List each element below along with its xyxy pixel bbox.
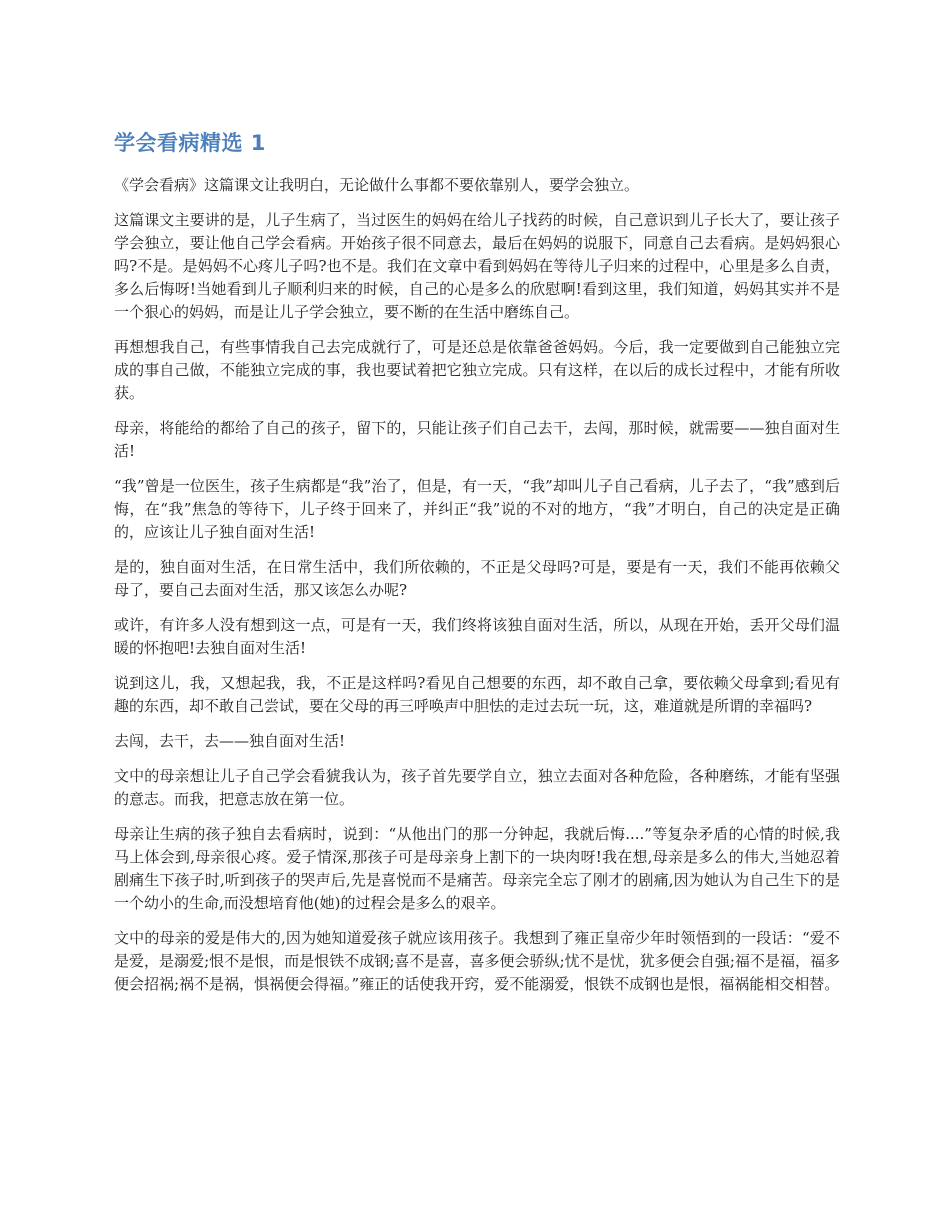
paragraph-12: 文中的母亲的爱是伟大的,因为她知道爱孩子就应该用孩子。我想到了雍正皇帝少年时领悟到的一段话：“爱不是爱，是溺爱;恨不是恨，而是恨铁不成钢;喜不是喜，喜多便会骄纵;忧不是忧，犹多便会自强;福不是福，福多便会招祸;祸不是祸，惧祸便会得福。”雍正的话使我开窍，爱不能溺爱，恨铁不成钢也是恨，福祸能相交相替。 [114,929,840,993]
paragraph-7: 或许，有许多人没有想到这一点，可是有一天，我们终将该独自面对生活，所以，从现在开始，丢开父母们温暖的怀抱吧!去独自面对生活! [114,616,840,657]
paragraph-5: “我”曾是一位医生，孩子生病都是“我”治了，但是，有一天，“我”却叫儿子自己看病，儿子去了，“我”感到后悔，在“我”焦急的等待下，儿子终于回来了，并纠正“我”说的不对的地方，“我”才明白，自己的决定是正确的，应该让儿子独自面对生活! [114,477,840,541]
paragraph-8: 说到这儿，我，又想起我，我，不正是这样吗?看见自己想要的东西，却不敢自己拿，要依赖父母拿到;看见有趣的东西，却不敢自己尝试，要在父母的再三呼唤声中胆怯的走过去玩一玩，这，难道就是所谓的幸福吗? [114,674,840,715]
paragraph-10: 文中的母亲想让儿子自己学会看猇我认为，孩子首先要学自立，独立去面对各种危险，各种磨练，才能有坚强的意志。而我，把意志放在第一位。 [114,767,840,808]
paragraph-9: 去闯，去干，去——独自面对生活! [114,732,346,750]
document-title: 学会看病精选 1 [114,131,266,155]
paragraph-3: 再想想我自己，有些事情我自己去完成就行了，可是还总是依靠爸爸妈妈。今后，我一定要做到自己能独立完成的事自己做，不能独立完成的事，我也要试着把它独立完成。只有这样，在以后的成长过程中，才能有所收获。 [114,338,840,402]
document-page [114,128,840,1008]
paragraph-6: 是的，独自面对生活，在日常生活中，我们所依赖的，不正是父母吗?可是，要是有一天，我们不能再依赖父母了，要自己去面对生活，那又该怎么办呢? [114,558,840,599]
paragraph-2: 这篇课文主要讲的是，儿子生病了，当过医生的妈妈在给儿子找药的时候，自己意识到儿子长大了，要让孩子学会独立，要让他自己学会看病。开始孩子很不同意去，最后在妈妈的说服下，同意自己去看病。是妈妈狠心吗?不是。是妈妈不心疼儿子吗?也不是。我们在文章中看到妈妈在等待儿子归来的过程中，心里是多么自责，多么后悔呀!当她看到儿子顺利归来的时候，自己的心是多么的欣慰啊!看到这里，我们知道，妈妈其实并不是一个狠心的妈妈，而是让儿子学会独立，要不断的在生活中磨练自己。 [114,211,840,321]
paragraph-1: 《学会看病》这篇课文让我明白，无论做什么事都不要依靠别人，要学会独立。 [114,176,640,194]
paragraph-4: 母亲，将能给的都给了自己的孩子，留下的，只能让孩子们自己去干，去闯，那时候，就需要——独自面对生活! [114,419,840,460]
paragraph-11: 母亲让生病的孩子独自去看病时，说到：“从他出门的那一分钟起，我就后悔....”等复杂矛盾的心情的时候,我马上体会到,母亲很心疼。爱子情深,那孩子可是母亲身上割下的一块肉呀!我在想,母亲是多么的伟大,当她忍着剧痛生下孩子时,听到孩子的哭声后,先是喜悦而不是痛苦。母亲完全忘了刚才的剧痛,因为她认为自己生下的是一个幼小的生命,而没想培育他(她)的过程会是多么的艰辛。 [114,825,840,912]
